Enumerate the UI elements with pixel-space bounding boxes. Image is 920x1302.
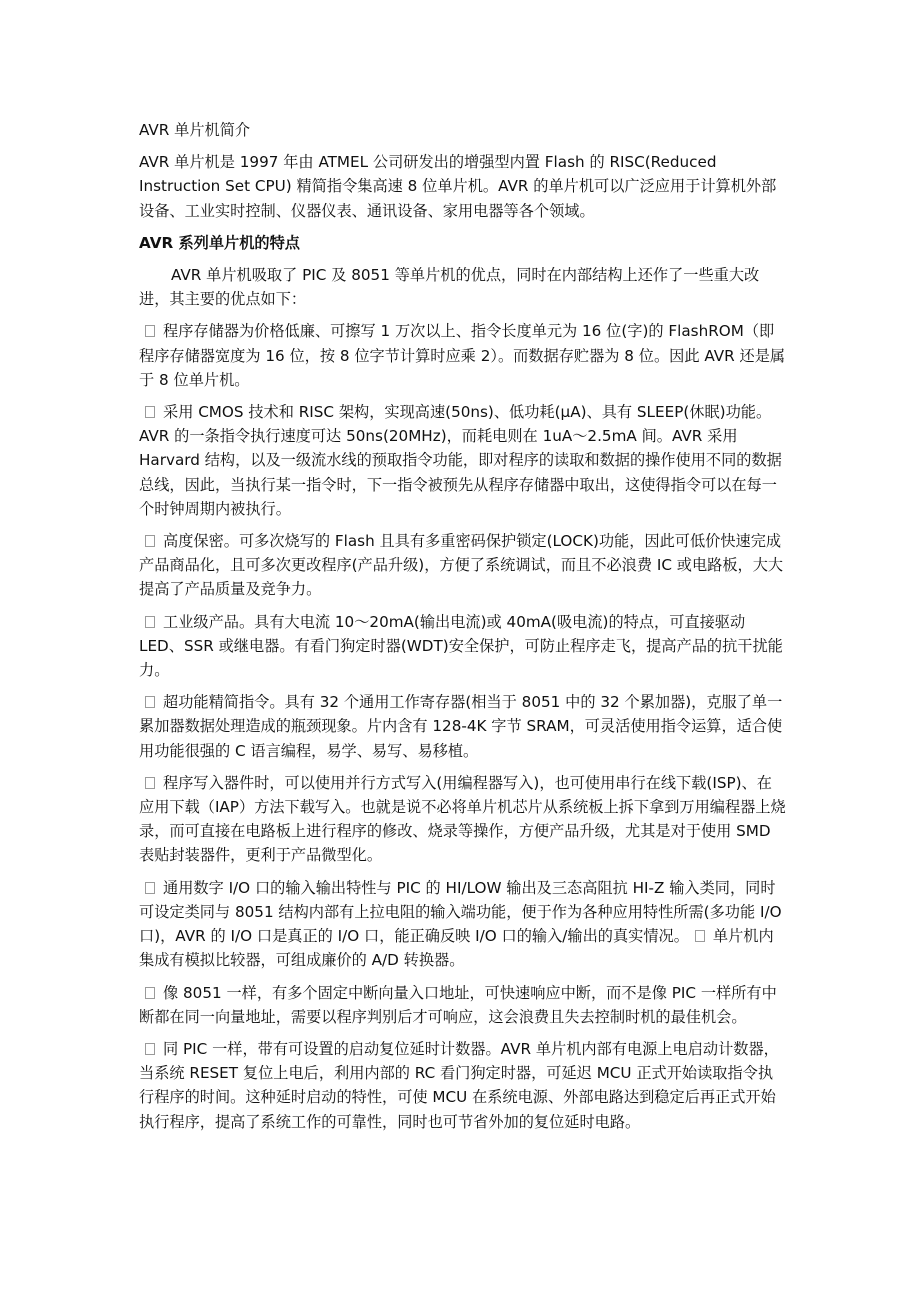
feature-item xyxy=(139,876,787,973)
feature-item xyxy=(139,690,787,763)
bullet-icon xyxy=(145,1043,155,1055)
feature-text: 通用数字 I/O 口的输入输出特性与 PIC 的 HI/LOW 输出及三态高阻抗 HI-Z 输入类同，同时可设定类同与 8051 结构内部有上拉电阻的输入端功能，便于作为各种应用特性所需(多功能 I/O 口)，AVR 的 I/O 口是真正的 I/O 口，能正确反映 I/O 口的输入/输出的真实情况。 xyxy=(139,878,782,946)
lead-paragraph: AVR 单片机吸取了 PIC 及 8051 等单片机的优点，同时在内部结构上还作了一些重大改进，其主要的优点如下： xyxy=(139,266,760,309)
feature-text-inline: 单片机内集成有模拟比较器，可组成廉价的 A/D 转换器。 xyxy=(139,927,774,970)
feature-text: 同 PIC 一样，带有可设置的启动复位延时计数器。AVR 单片机内部有电源上电启动计数器，当系统 RESET 复位上电后，利用内部的 RC 看门狗定时器，可延迟 MCU 正式开始读取指令执行程序的时间。这种延时启动的特性，可使 MCU 在系统电源、外部电路达到稳定后再正式开始执行程序，提高了系统工作的可靠性，同时也可节省外加的复位延时电路。 xyxy=(139,1039,779,1131)
intro-paragraph: AVR 单片机是 1997 年由 ATMEL 公司研发出的增强型内置 Flash 的 RISC(Reduced Instruction Set CPU) 精简指令集高速 8 位单片机。AVR 的单片机可以广泛应用于计算机外部设备、工业实时控制、仪器仪表、通讯设备、家用电器等各个领域。 xyxy=(139,153,777,220)
feature-item xyxy=(139,771,787,868)
feature-text: 工业级产品。具有大电流 10～20mA(输出电流)或 40mA(吸电流)的特点，可直接驱动 LED、SSR 或继电器。有看门狗定时器(WDT)安全保护，可防止程序走飞，提高产品的抗干扰能力。 xyxy=(139,612,783,680)
document-title: AVR 单片机简介 xyxy=(139,121,251,139)
feature-item xyxy=(139,610,787,683)
bullet-icon xyxy=(145,535,155,547)
bullet-icon xyxy=(145,696,155,708)
bullet-icon xyxy=(695,930,705,942)
bullet-icon xyxy=(145,616,155,628)
feature-text: 程序写入器件时，可以使用并行方式写入(用编程器写入)，也可使用串行在线下载(ISP)、在应用下载（IAP）方法下载写入。也就是说不必将单片机芯片从系统板上拆下拿到万用编程器上烧录，而可直接在电路板上进行程序的修改、烧录等操作，方便产品升级，尤其是对于使用 SMD 表贴封装器件，更利于产品微型化。 xyxy=(139,773,786,865)
section-heading: AVR 系列单片机的特点 xyxy=(139,233,300,252)
feature-text: 高度保密。可多次烧写的 Flash 且具有多重密码保护锁定(LOCK)功能，因此可低价快速完成产品商品化，且可多次更改程序(产品升级)，方便了系统调试，而且不必浪费 IC 或电路板，大大提高了产品质量及竞争力。 xyxy=(139,532,784,599)
document-page xyxy=(139,118,787,1142)
feature-item xyxy=(139,319,787,392)
feature-item xyxy=(139,1037,787,1134)
feature-item xyxy=(139,981,787,1029)
bullet-icon xyxy=(145,406,155,418)
feature-text: 像 8051 一样，有多个固定中断向量入口地址，可快速响应中断，而不是像 PIC 一样所有中断都在同一向量地址，需要以程序判别后才可响应，这会浪费且失去控制时机的最佳机会。 xyxy=(139,983,777,1026)
bullet-icon xyxy=(145,987,155,999)
feature-text: 采用 CMOS 技术和 RISC 架构，实现高速(50ns)、低功耗(μA)、具有 SLEEP(休眠)功能。AVR 的一条指令执行速度可达 50ns(20MHz)，而耗电则在 1uA～2.5mA 间。AVR 采用 Harvard 结构，以及一级流水线的预取指令功能，即对程序的读取和数据的操作使用不同的数据总线，因此，当执行某一指令时，下一指令被预先从程序存储器中取出，这使得指令可以在每一个时钟周期内被执行。 xyxy=(139,403,782,518)
bullet-icon xyxy=(145,882,155,894)
feature-text: 超功能精简指令。具有 32 个通用工作寄存器(相当于 8051 中的 32 个累加器)，克服了单一累加器数据处理造成的瓶颈现象。片内含有 128-4K 字节 SRAM，可灵活使用指令运算，适合使用功能很强的 C 语言编程，易学、易写、易移植。 xyxy=(139,693,783,760)
bullet-icon xyxy=(145,777,155,789)
feature-text: 程序存储器为价格低廉、可擦写 1 万次以上、指令长度单元为 16 位(字)的 FlashROM（即程序存储器宽度为 16 位，按 8 位字节计算时应乘 2）。而数据存贮器为 8 位。因此 AVR 还是属于 8 位单片机。 xyxy=(139,322,786,389)
bullet-icon xyxy=(145,325,155,337)
feature-item xyxy=(139,529,787,602)
feature-item xyxy=(139,400,787,521)
